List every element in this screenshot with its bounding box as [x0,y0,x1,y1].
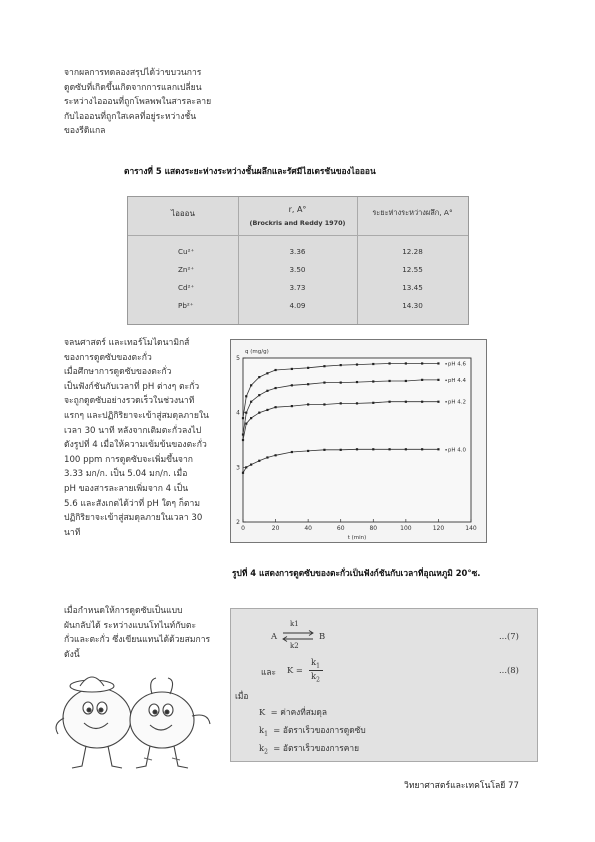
fraction-numerator: $k_1$ [311,657,320,670]
equation-number-8: ...(8) [499,665,519,675]
table-cell-radius: 3.36 [289,247,306,256]
adsorption-chart-svg [231,340,486,542]
equation-number-7: ...(7) [499,631,519,641]
data-point [388,401,390,403]
where-label: เมื่อ [235,691,249,701]
data-point [356,448,358,450]
x-tick-label: 100 [400,525,412,532]
table-header-ion: ไอออน [171,209,195,218]
data-point [266,409,268,411]
equilibrium-expression: K = [287,665,303,675]
data-point [372,380,374,382]
data-point [307,450,309,452]
data-point [291,451,293,453]
product-b: B [319,631,326,641]
data-table [127,196,469,325]
data-point [245,412,247,414]
data-point [340,364,342,366]
rate-constant-k2: k2 [290,642,299,650]
data-point [291,405,293,407]
x-tick-label: 20 [271,525,280,532]
data-point [437,401,439,403]
data-point [266,456,268,458]
data-point [242,439,244,441]
data-point [405,448,407,450]
x-tick-label: 120 [432,525,445,532]
data-point [258,460,260,462]
rate-constant-k1: k1 [290,620,299,628]
equation-intro-paragraph: เมื่อกำหนดให้การดูดซับเป็นแบบ ผันกลับได้ ระหว่างแบนโทไนท์กับตะ กั่วและตะกั่ว ซึ่งเขียนแทนได้ด้วยสมการ ดังนี้ [64,606,211,660]
data-point [258,376,260,378]
series-label: ∙pH 4.6 [444,361,467,368]
data-point [437,448,439,450]
series-label: ∙pH 4.0 [444,447,467,454]
x-tick-label: 80 [369,525,378,532]
x-tick-label: 60 [336,525,345,532]
data-point [266,390,268,392]
data-point [372,363,374,365]
data-point [388,380,390,382]
x-tick-label: 40 [304,525,312,532]
data-point [250,417,252,419]
table-cell-ion: Zn²⁺ [178,265,195,274]
x-axis-label: t (min) [347,535,367,541]
table-caption: ตารางที่ 5 แสดงระยะห่างระหว่างชั้นผลึกและรัศมีไฮเดรชันของไอออน [124,166,376,176]
data-point [258,394,260,396]
y-tick-label: 5 [236,355,240,362]
data-point [242,417,244,419]
data-point [437,362,439,364]
data-point [323,403,325,405]
data-point [356,381,358,383]
data-point [421,379,423,381]
data-point [291,368,293,370]
data-point [340,402,342,404]
data-point [323,449,325,451]
table-cell-ion: Cd²⁺ [178,283,195,292]
data-point [307,383,309,385]
data-point [266,372,268,374]
and-label: และ [261,667,277,677]
data-point [372,402,374,404]
data-point [250,384,252,386]
table-header-spacing: ระยะห่างระหว่างผลึก, A° [372,208,453,217]
table-cell-radius: 4.09 [289,301,306,310]
x-tick-label: 0 [241,525,245,532]
data-point [274,406,276,408]
y-tick-label: 4 [236,409,240,417]
data-point [242,472,244,474]
data-point [405,362,407,364]
data-point [307,403,309,405]
kinetics-paragraph: จลนศาสตร์ และเทอร์โมไดนามิกส์ ของการดูดซับของตะกั่ว เมื่อศึกษาการดูดซับของตะกั่ว เป็นฟังก์ชันกับเวลาที่ pH ต่างๆ ตะกั่ว จะถูกดูดซับอย่างรวดเร็วในช่วงนาที แรกๆ และปฏิกิริยาจะเข้าสู่สมดุลภายใน เวลา 30 นาที หลังจากเติมตะกั่วลงไป ดังรูปที่ 4 เมื่อให้ความเข้มข้นของตะกั่ว 100 ppm การดูดซับจะเพิ่มขึ้นจาก 3.33 มก/ก. เป็น 5.04 มก/ก. เมื่อ pH ของสารละลายเพิ่มจาก 4 เป็น 5.6 และสังเกตได้ว่าที่ pH ใดๆ ก็ตาม ปฏิกิริยาจะเข้าสู่สมดุลภายในเวลา 30 นาที [64,338,209,538]
y-tick-label: 3 [236,464,240,472]
data-point [388,448,390,450]
data-point [356,402,358,404]
data-point [250,464,252,466]
cartoon-illustration [52,668,222,776]
table-cell-ion: Cu²⁺ [178,247,195,256]
data-point [258,412,260,414]
series-label: ∙pH 4.4 [444,377,467,384]
data-point [388,362,390,364]
data-point [291,384,293,386]
data-point [340,449,342,451]
data-point [356,363,358,365]
reactant-a: A [271,631,278,641]
table-cell-ion: Pb²⁺ [178,301,194,310]
mascot-cartoon-icon [52,668,222,776]
adsorption-chart [230,339,487,543]
table-cell-radius: 3.50 [289,265,306,274]
data-point [323,365,325,367]
data-point [421,448,423,450]
data-point [274,387,276,389]
table-cell-spacing: 14.30 [402,301,423,310]
y-axis-label: q (mg/g) [245,349,269,355]
data-point [421,401,423,403]
data-point [245,395,247,397]
data-point [372,448,374,450]
data-point [421,362,423,364]
table-subheader-source: (Brockris and Reddy 1970) [249,219,346,227]
figure-caption: รูปที่ 4 แสดงการดูดซับของตะกั่วเป็นฟังก์ชันกับเวลาที่อุณหภูมิ 20°ซ. [232,568,481,578]
data-point [245,423,247,425]
data-point [405,401,407,403]
table-cell-radius: 3.73 [289,283,306,292]
equation-box: A k1 k2 B ...(7) และ K = $k_1$ $k_2$ ...(8) เมื่อ K = ค่าคงที่สมดุล $k_1$ = อัตราเร็วของการดูดซับ $k_2$ = อัตราเร็วของการคาย [230,608,538,762]
data-point [405,380,407,382]
page-footer: วิทยาศาสตร์และเทคโนโลยี 77 [404,781,519,791]
data-point [323,382,325,384]
data-point [250,401,252,403]
equilibrium-arrows-icon [281,629,315,643]
fraction-denominator: $k_2$ [311,671,320,684]
data-point [274,369,276,371]
data-point [437,379,439,381]
table-cell-spacing: 12.55 [402,265,423,274]
table-cell-spacing: 13.45 [402,283,423,292]
series-label: ∙pH 4.2 [444,399,467,406]
intro-paragraph: จากผลการทดลองสรุปได้ว่าขบวนการ ดูดซับที่เกิดขึ้นเกิดจากการแลกเปลี่ยน ระหว่างไอออนที่ถูกโพลพพในสารละลาย กับไอออนที่ถูกใสเคลที่อยู่ระหว่างชั้น ของรีดิแกล [64,68,212,137]
table-header-radius: r, A° [288,205,307,214]
x-tick-label: 140 [465,525,477,532]
data-point [245,466,247,468]
data-point [307,367,309,369]
table-cell-spacing: 12.28 [402,247,423,256]
data-point [340,382,342,384]
y-tick-label: 2 [236,519,240,526]
data-point [274,454,276,456]
